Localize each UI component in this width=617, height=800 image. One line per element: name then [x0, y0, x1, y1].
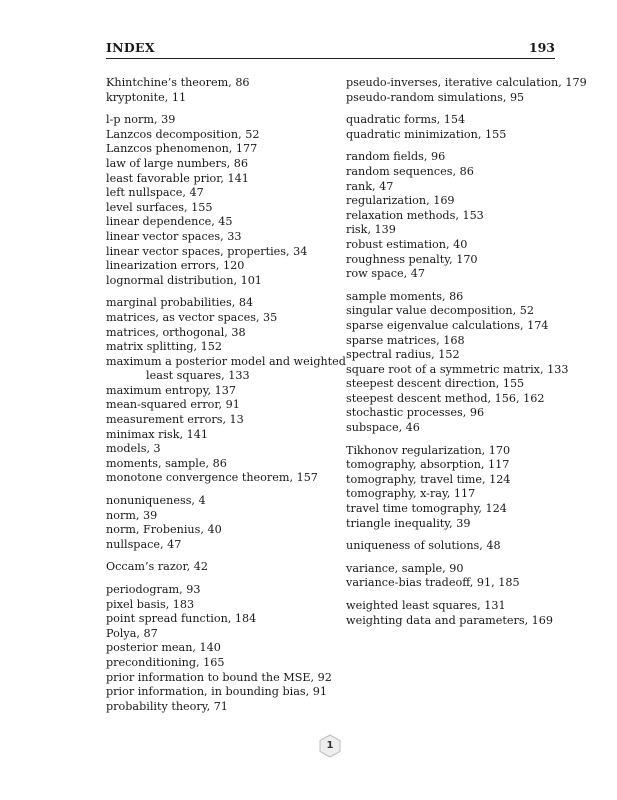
index-entry: l-p norm, 39 — [106, 113, 176, 127]
index-group — [346, 539, 561, 554]
index-entry: uniqueness of solutions, 48 — [346, 539, 501, 553]
index-group — [346, 113, 561, 142]
index-entry: random sequences, 86 — [346, 164, 474, 178]
index-entry: mean-squared error, 91 — [106, 398, 240, 412]
index-group — [346, 76, 587, 105]
index-entry: prior information, in bounding bias, 91 — [106, 685, 327, 699]
page-header — [106, 40, 555, 59]
index-entry: quadratic minimization, 155 — [346, 127, 507, 141]
index-entry: tomography, x-ray, 117 — [346, 487, 476, 501]
index-entry: pseudo-random simulations, 95 — [346, 90, 525, 104]
index-entry: matrices, as vector spaces, 35 — [106, 310, 278, 324]
index-entry: level surfaces, 155 — [106, 200, 213, 214]
index-entry: rank, 47 — [346, 179, 394, 193]
index-entry: prior information to bound the MSE, 92 — [106, 670, 332, 684]
index-entry: risk, 139 — [346, 223, 396, 237]
index-entry: marginal probabilities, 84 — [106, 296, 254, 310]
index-entry: linear vector spaces, 33 — [106, 229, 242, 243]
index-entry: spectral radius, 152 — [346, 348, 460, 362]
index-group — [106, 560, 336, 575]
index-group — [106, 494, 336, 552]
index-entry: square root of a symmetric matrix, 133 — [346, 362, 569, 376]
index-entry: least favorable prior, 141 — [106, 171, 249, 185]
index-entry: tomography, travel time, 124 — [346, 472, 511, 486]
index-entry: minimax risk, 141 — [106, 427, 209, 441]
index-entry: row space, 47 — [346, 267, 426, 281]
index-entry: maximum entropy, 137 — [106, 383, 237, 397]
index-entry: kryptonite, 11 — [106, 90, 187, 104]
index-entry: quadratic forms, 154 — [346, 113, 466, 127]
index-entry: norm, Frobenius, 40 — [106, 523, 222, 537]
index-group — [106, 296, 346, 486]
index-entry: periodogram, 93 — [106, 583, 201, 596]
index-entry: point spread function, 184 — [106, 612, 257, 626]
index-entry: law of large numbers, 86 — [106, 156, 248, 170]
index-entry: sparse eigenvalue calculations, 174 — [346, 318, 549, 332]
index-entry: random fields, 96 — [346, 150, 446, 164]
index-entry: matrices, orthogonal, 38 — [106, 325, 246, 339]
index-entry: linearization errors, 120 — [106, 259, 245, 273]
index-entry: tomography, absorption, 117 — [346, 458, 510, 472]
index-entry: measurement errors, 13 — [106, 413, 244, 427]
index-entry: robust estimation, 40 — [346, 237, 468, 251]
index-entry: least squares, 133 — [146, 369, 250, 383]
index-entry: linear dependence, 45 — [106, 215, 233, 229]
index-entry: relaxation methods, 153 — [346, 208, 484, 222]
index-group — [106, 76, 336, 105]
index-entry: travel time tomography, 124 — [346, 502, 507, 516]
page-badge-number: 1 — [326, 740, 334, 751]
index-entry: nullspace, 47 — [106, 537, 182, 551]
index-entry: Lanzcos phenomenon, 177 — [106, 142, 258, 156]
index-group — [346, 599, 561, 628]
index-entry: pseudo-inverses, iterative calculation, 179 — [346, 76, 587, 89]
index-entry: moments, sample, 86 — [106, 456, 227, 470]
index-entry: triangle inequality, 39 — [346, 516, 471, 530]
index-entry: Tikhonov regularization, 170 — [346, 443, 511, 457]
index-entry: models, 3 — [106, 442, 161, 456]
index-entry: sparse matrices, 168 — [346, 333, 465, 347]
index-column-right — [346, 76, 587, 636]
index-entry: linear vector spaces, properties, 34 — [106, 244, 308, 258]
index-entry: left nullspace, 47 — [106, 186, 204, 200]
index-group — [346, 562, 561, 591]
index-entry: subspace, 46 — [346, 421, 420, 435]
index-entry: preconditioning, 165 — [106, 655, 225, 669]
index-entry: sample moments, 86 — [346, 289, 464, 303]
index-entry: Lanzcos decomposition, 52 — [106, 127, 260, 141]
index-entry: weighted least squares, 131 — [346, 599, 506, 612]
index-group — [346, 289, 569, 436]
header-title: INDEX — [106, 40, 155, 55]
index-entry: maximum a posterior model and weighted — [106, 354, 346, 368]
index-entry: probability theory, 71 — [106, 699, 228, 713]
index-entry: singular value decomposition, 52 — [346, 304, 534, 318]
index-entry: roughness penalty, 170 — [346, 252, 478, 266]
index-entry: posterior mean, 140 — [106, 641, 221, 655]
index-group — [346, 150, 561, 281]
index-entry: monotone convergence theorem, 157 — [106, 471, 318, 485]
page-badge — [318, 734, 342, 758]
index-column-left — [106, 76, 346, 722]
index-entry: norm, 39 — [106, 508, 158, 522]
index-entry: Occam’s razor, 42 — [106, 560, 208, 574]
index-entry: weighting data and parameters, 169 — [346, 613, 554, 627]
index-entry: pixel basis, 183 — [106, 597, 195, 611]
index-entry: nonuniqueness, 4 — [106, 494, 206, 508]
index-entry: matrix splitting, 152 — [106, 340, 223, 354]
index-group — [346, 444, 561, 532]
index-entry: variance, sample, 90 — [346, 561, 464, 575]
index-group — [106, 113, 336, 288]
index-entry: regularization, 169 — [346, 194, 455, 208]
index-entry: lognormal distribution, 101 — [106, 273, 262, 287]
index-entry: steepest descent direction, 155 — [346, 377, 525, 391]
index-entry: stochastic processes, 96 — [346, 406, 485, 420]
index-entry: Khintchine’s theorem, 86 — [106, 76, 250, 89]
index-group — [106, 583, 336, 714]
index-entry: variance-bias tradeoff, 91, 185 — [346, 576, 520, 590]
header-page-number: 193 — [528, 40, 555, 55]
index-entry: Polya, 87 — [106, 626, 158, 640]
index-entry: steepest descent method, 156, 162 — [346, 391, 545, 405]
